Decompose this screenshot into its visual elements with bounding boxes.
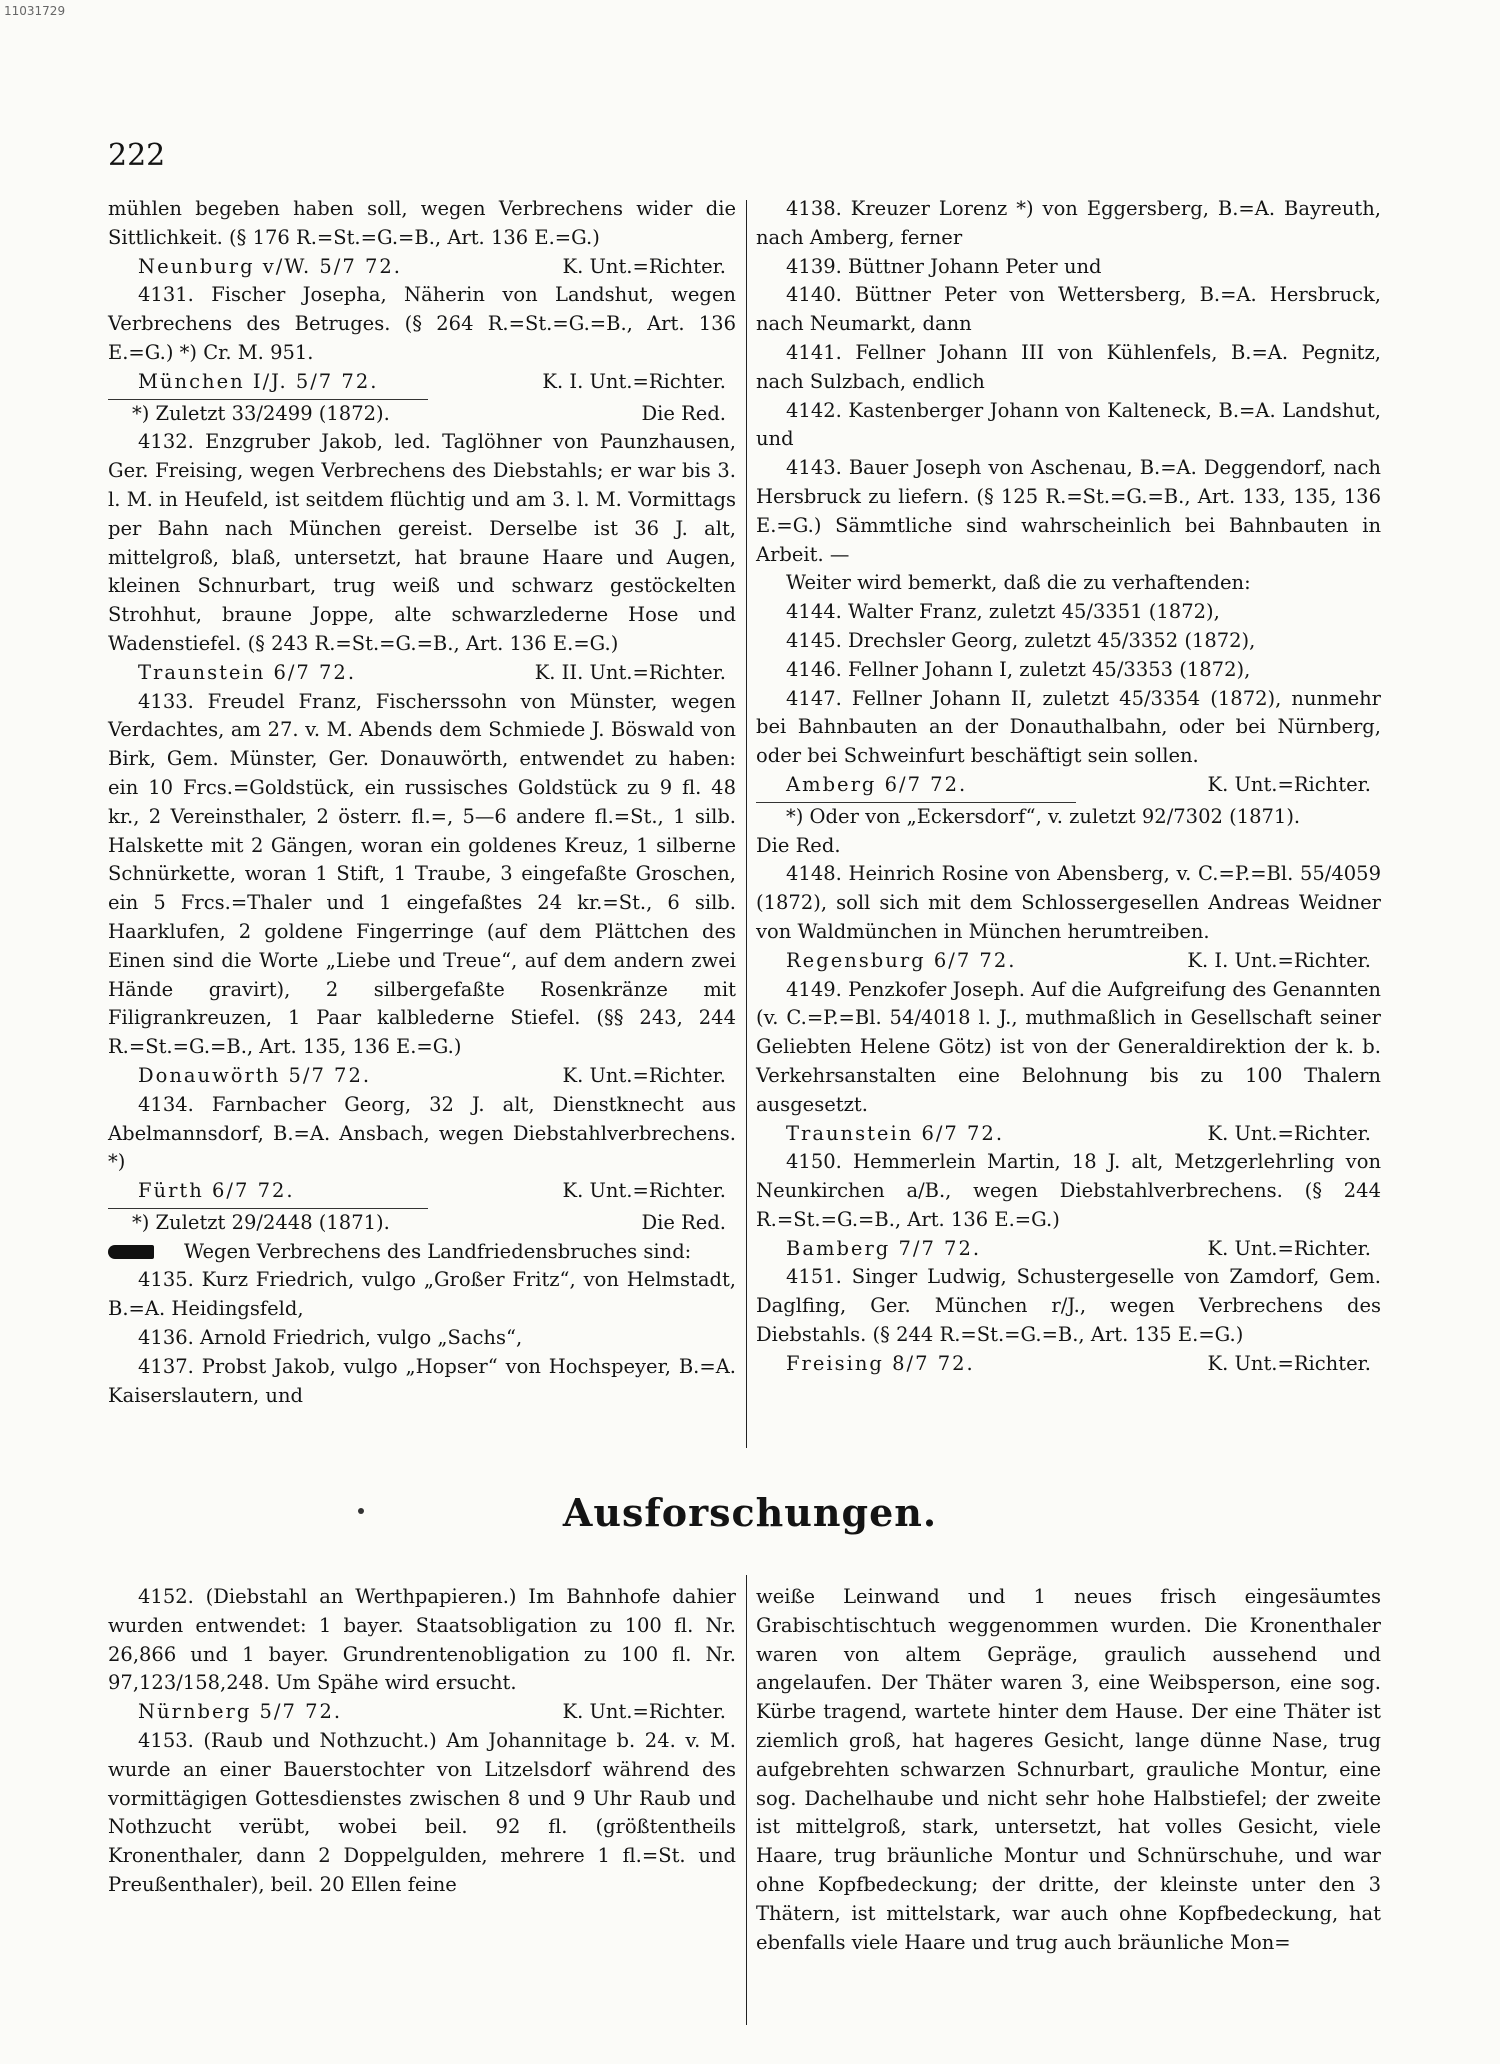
notice-entry: 4139. Büttner Johann Peter und — [786, 254, 1102, 278]
section-heading: Ausforschungen. — [562, 1490, 938, 1535]
notice-entry: 4144. Walter Franz, zuletzt 45/3351 (1872), — [786, 600, 1220, 624]
court-place-date: Traunstein 6/7 72. — [138, 660, 357, 684]
signature-line — [108, 659, 736, 688]
note-text: *) Zuletzt 33/2499 (1872). — [132, 401, 390, 425]
editor-credit: Die Red. — [641, 1210, 726, 1234]
judge-title: K. Unt.=Richter. — [1207, 1121, 1371, 1145]
judge-title: K. I. Unt.=Richter. — [542, 369, 726, 393]
editor-note — [108, 1209, 736, 1238]
notice-entry: 4135. Kurz Friedrich, vulgo „Großer Fritz“, von Helmstadt, B.=A. Heidingsfeld, — [108, 1268, 736, 1321]
document-id: 11031729 — [4, 4, 66, 18]
notice-entry: 4146. Fellner Johann I, zuletzt 45/3353 (1872), — [786, 657, 1251, 681]
court-place-date: Donauwörth 5/7 72. — [138, 1063, 372, 1087]
editor-note: *) Oder von „Eckersdorf“, v. zuletzt 92/7302 (1871). — [786, 804, 1301, 828]
notice-entry: 4140. Büttner Peter von Wettersberg, B.=A. Hersbruck, nach Neumarkt, dann — [756, 283, 1381, 336]
court-place-date: Freising 8/7 72. — [786, 1351, 975, 1375]
right-column — [756, 195, 1381, 1379]
notice-entry: 4149. Penzkofer Joseph. Auf die Aufgreifung des Genannten (v. C.=P.=Bl. 54/4018 l. J., muthmaßlich in Gesellschaft seiner Geliebten Helene Götz) ist von der Generaldirektion der k. b. Verkehrsanstalten eine Belohnung bis zu 100 Thalern ausgesetzt. — [756, 977, 1381, 1116]
signature-line — [108, 1698, 736, 1727]
notice-entry: weiße Leinwand und 1 neues frisch eingesäumtes Grabischtischtuch weggenommen wurden. Die Kronenthaler waren von altem Gepräge, graulich aussehend und angelaufen. Der Thäter waren 3, eine Weibsperson, eine sog. Kürbe tragend, wartete hinter dem Hause. Der eine Thäter ist ziemlich groß, hat hageres Gesicht, lange dünne Nase, trug aufgebrehten schwarzen Schnurbart, grauliche Montur, eine sog. Dachelhaube und nicht sehr hohe Halbstiefel; der zweite ist mittelgroß, stark, untersetzt, hat volles Gesicht, viele Haare, trug bräunliche Montur und Schnürschuhe, und war ohne Kopfbedeckung; der dritte, der kleinste unter den 3 Thätern, ist mittelstark, war auch ohne Kopfbedeckung, hat ebenfalls viele Haare und trug auch bräunliche Mon= — [756, 1585, 1381, 1954]
left-column — [108, 195, 736, 1410]
signature-line — [108, 1062, 736, 1091]
notice-entry: 4131. Fischer Josepha, Näherin von Landshut, wegen Verbrechens des Betruges. (§ 264 R.=St.=G.=B., Art. 136 E.=G.) *) Cr. M. 951. — [108, 283, 736, 364]
court-place-date: München I/J. 5/7 72. — [138, 369, 379, 393]
notice-entry: 4137. Probst Jakob, vulgo „Hopser“ von Hochspeyer, B.=A. Kaiserslautern, und — [108, 1354, 736, 1407]
notice-entry: 4134. Farnbacher Georg, 32 J. alt, Dienstknecht aus Abelmannsdorf, B.=A. Ansbach, wegen Diebstahlverbrechens. *) — [108, 1092, 736, 1174]
column-divider — [746, 200, 747, 1448]
notice-entry: 4147. Fellner Johann II, zuletzt 45/3354 (1872), nunmehr bei Bahnbauten an der Donauthalbahn, oder bei Nürnberg, oder bei Schweinfurt beschäftigt sein sollen. — [756, 686, 1381, 768]
judge-title: K. Unt.=Richter. — [562, 254, 726, 278]
court-place-date: Fürth 6/7 72. — [138, 1179, 295, 1203]
notice-entry: 4141. Fellner Johann III von Kühlenfels, B.=A. Pegnitz, nach Sulzbach, endlich — [756, 340, 1381, 393]
judge-title: K. Unt.=Richter. — [1207, 1351, 1371, 1375]
signature-line — [108, 368, 736, 397]
signature-line — [756, 1120, 1381, 1149]
judge-title: K. Unt.=Richter. — [1207, 1236, 1371, 1260]
notice-entry: 4153. (Raub und Nothzucht.) Am Johannitage b. 24. v. M. wurde an einer Bauerstochter von Litzelsdorf während des vormittägigen Gottesdienstes zwischen 8 und 9 Uhr Raub und Nothzucht verübt, wobei beil. 92 fl. (größtentheils Kronenthaler, dann 2 Doppelgulden, mehrere 1 fl.=St. und Preußenthaler), beil. 20 Ellen feine — [108, 1728, 736, 1896]
court-place-date: Nürnberg 5/7 72. — [138, 1700, 343, 1724]
bottom-right-column — [756, 1583, 1381, 1957]
court-place-date: Amberg 6/7 72. — [786, 772, 968, 796]
judge-title: K. I. Unt.=Richter. — [1187, 948, 1371, 972]
notice-entry: 4143. Bauer Joseph von Aschenau, B.=A. Deggendorf, nach Hersbruck zu liefern. (§ 125 R.=St.=G.=B., Art. 133, 135, 136 E.=G.) Sämmtliche sind wahrscheinlich bei Bahnbauten in Arbeit. — — [756, 456, 1381, 566]
notice-entry: 4138. Kreuzer Lorenz *) von Eggersberg, B.=A. Bayreuth, nach Amberg, ferner — [756, 197, 1381, 249]
court-place-date: Neunburg v/W. 5/7 72. — [138, 254, 402, 278]
notice-entry: 4152. (Diebstahl an Werthpapieren.) Im Bahnhofe dahier wurden entwendet: 1 bayer. Staatsobligation zu 100 fl. Nr. 26,866 und 1 bayer. Grundrentenobligation zu 100 fl. Nr. 97,123/158,248. Um Spähe wird ersucht. — [108, 1585, 736, 1695]
bottom-column-divider — [746, 1575, 747, 2025]
notice-entry: Weiter wird bemerkt, daß die zu verhaftenden: — [786, 571, 1251, 595]
note-text: *) Zuletzt 29/2448 (1871). — [132, 1210, 390, 1234]
notice-entry: 4148. Heinrich Rosine von Abensberg, v. C.=P.=Bl. 55/4059 (1872), soll sich mit dem Schlossergesellen Andreas Weidner von Waldmünchen in München herumtreiben. — [756, 862, 1381, 943]
court-place-date: Traunstein 6/7 72. — [786, 1121, 1005, 1145]
notice-entry: 4133. Freudel Franz, Fischerssohn von Münster, wegen Verdachtes, am 27. v. M. Abends dem Schmiede J. Böswald von Birk, Gem. Münster, Ger. Donauwörth, entwendet zu haben: ein 10 Frcs.=Goldstück, ein russisches Goldstück zu 9 fl. 48 kr., 2 Vereinsthaler, 2 österr. fl.=, 5—6 andere fl.=St., 1 silb. Halskette mit 2 Gängen, woran ein goldenes Kreuz, 1 silberne Schnürkette, woran 1 Stift, 1 Traube, 3 eingefaßte Groschen, ein 5 Frcs.=Thaler und 1 eingefaßtes 24 kr.=St., 6 silb. Haarklufen, 2 goldene Fingerringe (auf dem Plättchen des Einen sind die Worte „Liebe und Treue“, auf dem andern zwei Hände gravirt), 2 silbergefaßte Rosenkränze mit Filigrankreuzen, 1 Paar kalblederne Stiefel. (§§ 243, 244 R.=St.=G.=B., Art. 135, 136 E.=G.) — [108, 689, 736, 1059]
editor-credit: Die Red. — [756, 833, 841, 857]
judge-title: K. Unt.=Richter. — [1207, 772, 1371, 796]
signature-line — [108, 253, 736, 282]
signature-line — [756, 771, 1381, 800]
judge-title: K. Unt.=Richter. — [562, 1700, 726, 1724]
court-place-date: Bamberg 7/7 72. — [786, 1236, 982, 1260]
notice-entry: mühlen begeben haben soll, wegen Verbrechens wider die Sittlichkeit. (§ 176 R.=St.=G.=B., Art. 136 E.=G.) — [108, 197, 736, 249]
page-number: 222 — [108, 138, 166, 173]
signature-line — [756, 1350, 1381, 1379]
judge-title: K. Unt.=Richter. — [562, 1063, 726, 1087]
notice-entry: 4151. Singer Ludwig, Schustergeselle von Zamdorf, Gem. Daglfing, Ger. München r/J., wegen Verbrechens des Diebstahls. (§ 244 R.=St.=G.=B., Art. 135 E.=G.) — [756, 1265, 1381, 1347]
notice-entry: 4136. Arnold Friedrich, vulgo „Sachs“, — [138, 1326, 523, 1350]
court-place-date: Regensburg 6/7 72. — [786, 948, 1017, 972]
notice-text: Wegen Verbrechens des Landfriedensbruches sind: — [184, 1239, 692, 1263]
judge-title: K. Unt.=Richter. — [562, 1179, 726, 1203]
notice-entry: 4150. Hemmerlein Martin, 18 J. alt, Metzgerlehrling von Neunkirchen a/B., wegen Diebstahlverbrechens. (§ 244 R.=St.=G.=B., Art. 136 E.=G.) — [756, 1150, 1381, 1231]
notice-entry: 4145. Drechsler Georg, zuletzt 45/3352 (1872), — [786, 628, 1256, 652]
editor-credit: Die Red. — [641, 401, 726, 425]
signature-line — [108, 1177, 736, 1206]
bottom-left-column — [108, 1583, 736, 1900]
editor-note — [108, 400, 736, 429]
notice-entry: 4142. Kastenberger Johann von Kalteneck, B.=A. Landshut, und — [756, 398, 1381, 451]
pointing-hand-icon — [108, 1245, 154, 1259]
notice-entry: 4132. Enzgruber Jakob, led. Taglöhner von Paunzhausen, Ger. Freising, wegen Verbrechens des Diebstahls; er war bis 3. l. M. in Heufeld, ist seitdem flüchtig und am 3. l. M. Vormittags per Bahn nach München gereist. Derselbe ist 36 J. alt, mittelgroß, blaß, untersetzt, hat braune Haare und Augen, kleinen Schnurbart, trug weiß und schwarz gestöckelten Strohhut, braune Joppe, alte schwarzlederne Hose und Wadenstiefel. (§ 243 R.=St.=G.=B., Art. 136 E.=G.) — [108, 430, 736, 655]
judge-title: K. II. Unt.=Richter. — [534, 660, 726, 684]
signature-line — [756, 1235, 1381, 1264]
notice-entry — [108, 1238, 736, 1267]
signature-line — [756, 947, 1381, 976]
